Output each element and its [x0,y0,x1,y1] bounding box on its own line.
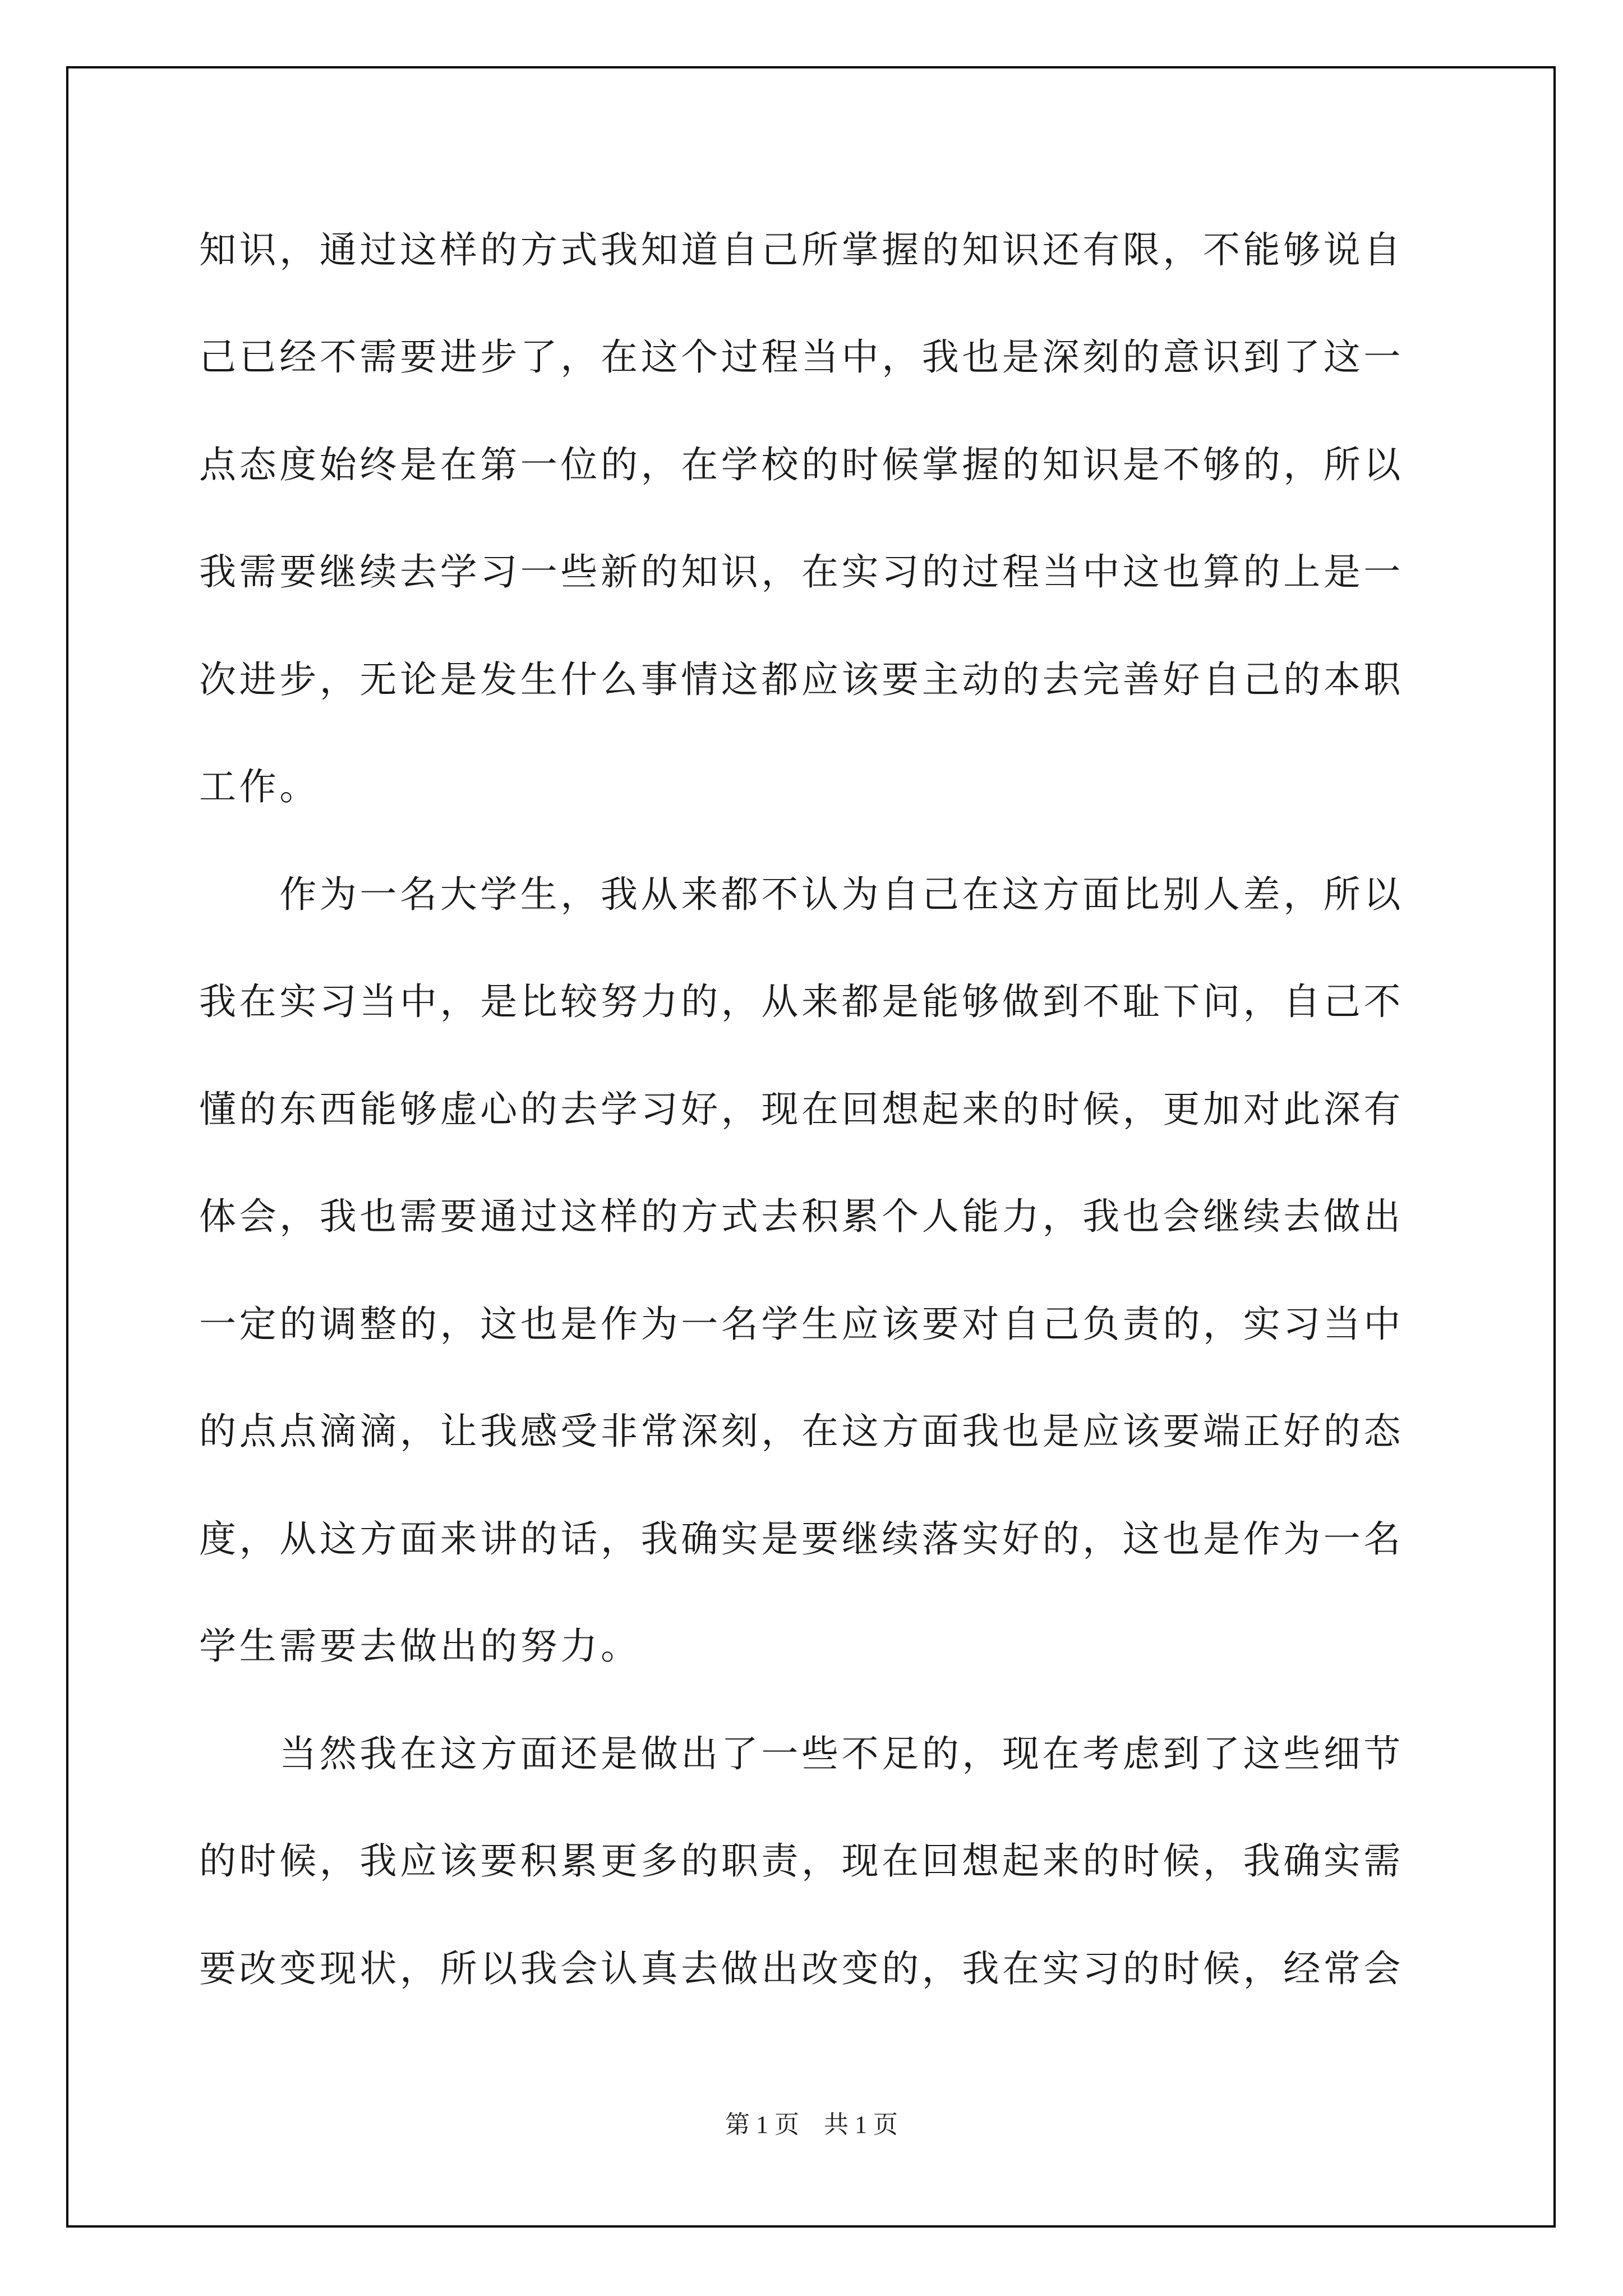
text-line: 当然我在这方面还是做出了一些不足的，现在考虑到了这些细节 [199,1732,1404,1775]
text-line: 的时候，我应该要积累更多的职责，现在回想起来的时候，我确实需 [199,1839,1404,1883]
text-line: 己已经不需要进步了，在这个过程当中，我也是深刻的意识到了这一 [199,335,1404,379]
text-line: 懂的东西能够虚心的去学习好，现在回想起来的时候，更加对此深有 [199,1088,1404,1131]
text-line: 次进步，无论是发生什么事情这都应该要主动的去完善好自己的本职 [199,658,1404,701]
text-line: 学生需要去做出的努力。 [199,1625,641,1668]
page-border [66,66,1556,2228]
text-line: 作为一名大学生，我从来都不认为自己在这方面比别人差，所以 [199,873,1404,916]
text-line: 体会，我也需要通过这样的方式去积累个人能力，我也会继续去做出 [199,1195,1404,1238]
text-line: 知识，通过这样的方式我知道自己所掌握的知识还有限，不能够说自 [199,228,1404,272]
text-line: 要改变现状，所以我会认真去做出改变的，我在实习的时候，经常会 [199,1947,1404,1990]
text-line: 我在实习当中，是比较努力的，从来都是能够做到不耻下问，自己不 [199,980,1404,1023]
text-line: 度，从这方面来讲的话，我确实是要继续落实好的，这也是作为一名 [199,1517,1404,1561]
text-line: 的点点滴滴，让我感受非常深刻，在这方面我也是应该要端正好的态 [199,1410,1404,1453]
text-line: 工作。 [199,765,320,808]
text-line: 点态度始终是在第一位的，在学校的时候掌握的知识是不够的，所以 [199,443,1404,486]
text-line: 一定的调整的，这也是作为一名学生应该要对自己负责的，实习当中 [199,1303,1404,1346]
page-footer: 第 1 页 共 1 页 [725,2111,898,2138]
text-line: 我需要继续去学习一些新的知识，在实习的过程当中这也算的上是一 [199,550,1404,593]
